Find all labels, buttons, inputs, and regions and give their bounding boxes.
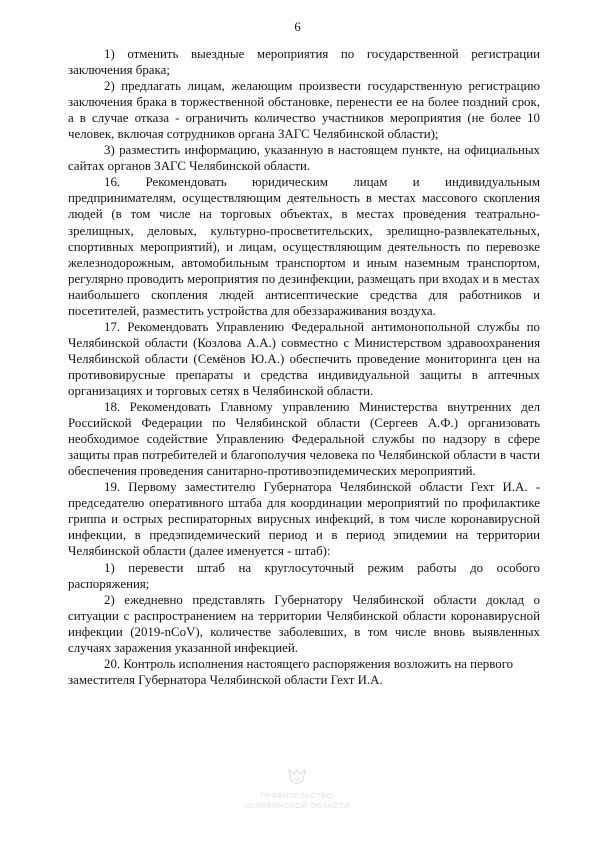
government-watermark bbox=[212, 768, 382, 814]
paragraph-20: 20. Контроль исполнения настоящего распоряжения возложить на первого заместителя Губернатора Челябинской области Гехт И.А. bbox=[68, 656, 514, 687]
page-number: 6 bbox=[294, 20, 301, 34]
paragraph-16: 16. Рекомендовать юридическим лицам и индивидуальным предпринимателям, осуществляющим деятельность в местах массового скопления людей (в том числе на торговых объектах, в местах проведения театрально-зрелищных, деловых, культурно-просветительских, зрелищно-развлекательных, спортивных мероприятий), и лицам, осуществляющим деятельность по перевозке железнодорожным, автомобильным транспортом и иным наземным транспортом, регулярно проводить мероприятия по дезинфекции, размещать при входах и в местах наибольшего скопления людей антисептические средства для работников и посетителей, разместить устройства для обеззараживания воздуха. bbox=[68, 175, 540, 318]
watermark-line-2: ЧЕЛЯБИНСКОЙ ОБЛАСТИ bbox=[243, 801, 351, 810]
paragraph-19-2: 2) ежедневно представлять Губернатору Челябинской области доклад о ситуации с распространением на территории Челябинской области коронавирусной инфекции (2019-nCoV), количестве заболевших, в том числе вновь выявленных случаях заражения указанной инфекцией. bbox=[68, 592, 540, 655]
paragraph-18: 18. Рекомендовать Главному управлению Министерства внутренних дел Российской Федерации по Челябинской области (Сергеев А.Ф.) организовать необходимое содействие Управлению Федеральной службы по надзору в сфере защиты прав потребителей и благополучия человека по Челябинской области в части обеспечения проведения санитарно-противоэпидемических мероприятий. bbox=[68, 400, 540, 479]
paragraph-15-2: 2) предлагать лицам, желающим произвести государственную регистрацию заключения брака в торжественной обстановке, перенести ее на более поздний срок, а в случае отказа - ограничить количество участников мероприятия (не более 10 человек, включая сотрудников органа ЗАГС Челябинской области); bbox=[68, 79, 540, 142]
paragraph-15-3: 3) разместить информацию, указанную в настоящем пункте, на официальных сайтах органов ЗАГС Челябинской области. bbox=[68, 143, 540, 174]
paragraph-19-1: 1) перевести штаб на круглосуточный режим работы до особого распоряжения; bbox=[68, 560, 540, 591]
watermark-line-1: ПРАВИТЕЛЬСТВО bbox=[260, 791, 334, 800]
paragraph-15-1: 1) отменить выездные мероприятия по государственной регистрации заключения брака; bbox=[68, 47, 540, 78]
paragraph-17: 17. Рекомендовать Управлению Федеральной антимонопольной службы по Челябинской области (Козлова А.А.) совместно с Министерством здравоохранения Челябинской области (Семёнов Ю.А.) обеспечить проведение мониторинга цен на противовирусные препараты и средства индивидуальной защиты в аптечных организациях и торговых сетях в Челябинской области. bbox=[68, 319, 540, 398]
paragraph-19: 19. Первому заместителю Губернатора Челябинской области Гехт И.А. - председателю оперативного штаба для координации мероприятий по профилактике гриппа и острых респираторных вирусных инфекций, в том числе коронавирусной инфекции, в предэпидемический период и в период эпидемии на территории Челябинской области (далее именуется - штаб): bbox=[68, 480, 540, 559]
emblem-icon bbox=[286, 768, 308, 788]
document-body bbox=[68, 46, 540, 688]
